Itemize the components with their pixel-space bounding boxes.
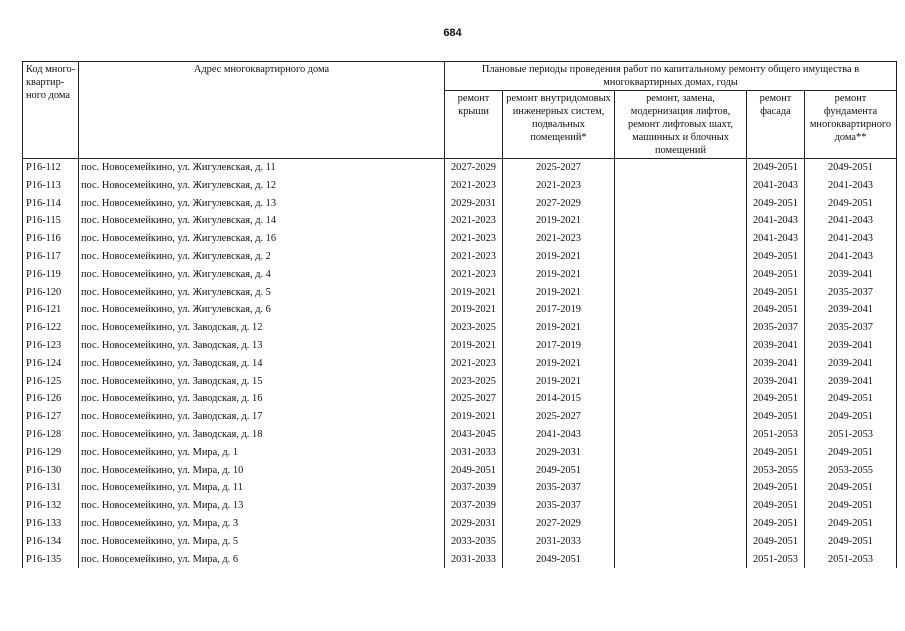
cell-systems: 2049-2051 — [503, 462, 615, 480]
cell-foundation: 2049-2051 — [805, 195, 897, 213]
cell-elevators — [615, 462, 747, 480]
cell-address: пос. Новосемейкино, ул. Мира, д. 13 — [79, 497, 445, 515]
cell-facade: 2049-2051 — [747, 533, 805, 551]
cell-facade: 2049-2051 — [747, 390, 805, 408]
cell-roof: 2021-2023 — [445, 230, 503, 248]
cell-systems: 2031-2033 — [503, 533, 615, 551]
cell-foundation: 2041-2043 — [805, 248, 897, 266]
cell-elevators — [615, 479, 747, 497]
cell-foundation: 2039-2041 — [805, 373, 897, 391]
cell-systems: 2035-2037 — [503, 479, 615, 497]
cell-facade: 2039-2041 — [747, 373, 805, 391]
header-elevators: ремонт, замена, модернизация лифтов, ремонт лифтовых шахт, машинных и блочных помещений — [615, 91, 747, 159]
cell-address: пос. Новосемейкино, ул. Жигулевская, д. 14 — [79, 212, 445, 230]
cell-elevators — [615, 266, 747, 284]
cell-foundation: 2041-2043 — [805, 230, 897, 248]
cell-systems: 2019-2021 — [503, 284, 615, 302]
cell-address: пос. Новосемейкино, ул. Заводская, д. 18 — [79, 426, 445, 444]
cell-foundation: 2049-2051 — [805, 515, 897, 533]
cell-systems: 2021-2023 — [503, 230, 615, 248]
cell-address: пос. Новосемейкино, ул. Мира, д. 10 — [79, 462, 445, 480]
cell-systems: 2027-2029 — [503, 195, 615, 213]
cell-address: пос. Новосемейкино, ул. Жигулевская, д. 12 — [79, 177, 445, 195]
header-roof: ремонт крыши — [445, 91, 503, 159]
cell-code: Р16-117 — [23, 248, 79, 266]
cell-roof: 2021-2023 — [445, 266, 503, 284]
table-row — [23, 426, 897, 444]
cell-facade: 2049-2051 — [747, 497, 805, 515]
capital-repair-table — [22, 61, 897, 568]
cell-code: Р16-132 — [23, 497, 79, 515]
cell-roof: 2019-2021 — [445, 284, 503, 302]
cell-elevators — [615, 373, 747, 391]
cell-address: пос. Новосемейкино, ул. Мира, д. 1 — [79, 444, 445, 462]
cell-foundation: 2049-2051 — [805, 408, 897, 426]
cell-code: Р16-119 — [23, 266, 79, 284]
header-facade: ремонт фасада — [747, 91, 805, 159]
cell-roof: 2043-2045 — [445, 426, 503, 444]
cell-roof: 2037-2039 — [445, 479, 503, 497]
cell-foundation: 2049-2051 — [805, 497, 897, 515]
cell-code: Р16-124 — [23, 355, 79, 373]
cell-foundation: 2039-2041 — [805, 266, 897, 284]
cell-facade: 2039-2041 — [747, 337, 805, 355]
cell-systems: 2019-2021 — [503, 266, 615, 284]
cell-code: Р16-135 — [23, 551, 79, 569]
table-row — [23, 444, 897, 462]
cell-elevators — [615, 390, 747, 408]
cell-roof: 2019-2021 — [445, 337, 503, 355]
table-row — [23, 319, 897, 337]
cell-code: Р16-122 — [23, 319, 79, 337]
cell-systems: 2025-2027 — [503, 408, 615, 426]
cell-systems: 2019-2021 — [503, 248, 615, 266]
cell-address: пос. Новосемейкино, ул. Мира, д. 11 — [79, 479, 445, 497]
cell-address: пос. Новосемейкино, ул. Заводская, д. 14 — [79, 355, 445, 373]
cell-roof: 2023-2025 — [445, 373, 503, 391]
cell-roof: 2049-2051 — [445, 462, 503, 480]
cell-roof: 2025-2027 — [445, 390, 503, 408]
cell-address: пос. Новосемейкино, ул. Мира, д. 3 — [79, 515, 445, 533]
table-row — [23, 159, 897, 177]
table-row — [23, 301, 897, 319]
cell-facade: 2035-2037 — [747, 319, 805, 337]
header-systems: ремонт внутридомовых инженерных систем, подвальных помещений* — [503, 91, 615, 159]
cell-facade: 2049-2051 — [747, 444, 805, 462]
cell-address: пос. Новосемейкино, ул. Жигулевская, д. 6 — [79, 301, 445, 319]
table-row — [23, 212, 897, 230]
header-code: Код много-квартир-ного дома — [23, 62, 79, 159]
cell-facade: 2049-2051 — [747, 195, 805, 213]
cell-code: Р16-130 — [23, 462, 79, 480]
cell-code: Р16-133 — [23, 515, 79, 533]
cell-facade: 2049-2051 — [747, 159, 805, 177]
cell-facade: 2049-2051 — [747, 515, 805, 533]
cell-elevators — [615, 319, 747, 337]
cell-foundation: 2041-2043 — [805, 177, 897, 195]
cell-foundation: 2049-2051 — [805, 533, 897, 551]
cell-code: Р16-112 — [23, 159, 79, 177]
header-periods: Плановые периоды проведения работ по капитальному ремонту общего имущества в многоквартирных домах, годы — [445, 62, 897, 91]
cell-roof: 2023-2025 — [445, 319, 503, 337]
cell-foundation: 2041-2043 — [805, 212, 897, 230]
cell-address: пос. Новосемейкино, ул. Заводская, д. 13 — [79, 337, 445, 355]
cell-foundation: 2049-2051 — [805, 390, 897, 408]
cell-foundation: 2049-2051 — [805, 479, 897, 497]
cell-code: Р16-121 — [23, 301, 79, 319]
cell-elevators — [615, 337, 747, 355]
cell-foundation: 2049-2051 — [805, 159, 897, 177]
cell-facade: 2039-2041 — [747, 355, 805, 373]
table-row — [23, 337, 897, 355]
cell-elevators — [615, 533, 747, 551]
cell-systems: 2017-2019 — [503, 301, 615, 319]
cell-elevators — [615, 177, 747, 195]
cell-foundation: 2053-2055 — [805, 462, 897, 480]
cell-code: Р16-116 — [23, 230, 79, 248]
table-row — [23, 497, 897, 515]
cell-systems: 2019-2021 — [503, 355, 615, 373]
cell-facade: 2049-2051 — [747, 479, 805, 497]
cell-foundation: 2035-2037 — [805, 319, 897, 337]
cell-systems: 2049-2051 — [503, 551, 615, 569]
cell-foundation: 2039-2041 — [805, 301, 897, 319]
cell-address: пос. Новосемейкино, ул. Заводская, д. 16 — [79, 390, 445, 408]
cell-systems: 2014-2015 — [503, 390, 615, 408]
table-body — [23, 159, 897, 569]
table-row — [23, 373, 897, 391]
table-row — [23, 355, 897, 373]
cell-address: пос. Новосемейкино, ул. Жигулевская, д. 13 — [79, 195, 445, 213]
cell-roof: 2033-2035 — [445, 533, 503, 551]
cell-roof: 2021-2023 — [445, 212, 503, 230]
cell-systems: 2019-2021 — [503, 373, 615, 391]
header-address: Адрес многоквартирного дома — [79, 62, 445, 159]
cell-facade: 2051-2053 — [747, 551, 805, 569]
table-row — [23, 479, 897, 497]
cell-roof: 2019-2021 — [445, 301, 503, 319]
table-row — [23, 462, 897, 480]
cell-elevators — [615, 284, 747, 302]
cell-roof: 2021-2023 — [445, 355, 503, 373]
table-row — [23, 248, 897, 266]
cell-systems: 2041-2043 — [503, 426, 615, 444]
table-row — [23, 515, 897, 533]
cell-systems: 2025-2027 — [503, 159, 615, 177]
table-header — [23, 62, 897, 159]
cell-roof: 2029-2031 — [445, 195, 503, 213]
cell-roof: 2019-2021 — [445, 408, 503, 426]
cell-roof: 2029-2031 — [445, 515, 503, 533]
cell-address: пос. Новосемейкино, ул. Заводская, д. 17 — [79, 408, 445, 426]
cell-facade: 2053-2055 — [747, 462, 805, 480]
cell-systems: 2017-2019 — [503, 337, 615, 355]
cell-elevators — [615, 212, 747, 230]
cell-code: Р16-123 — [23, 337, 79, 355]
table-row — [23, 533, 897, 551]
cell-address: пос. Новосемейкино, ул. Мира, д. 5 — [79, 533, 445, 551]
table-row — [23, 551, 897, 569]
cell-elevators — [615, 426, 747, 444]
cell-address: пос. Новосемейкино, ул. Жигулевская, д. 16 — [79, 230, 445, 248]
cell-code: Р16-115 — [23, 212, 79, 230]
cell-elevators — [615, 515, 747, 533]
cell-foundation: 2049-2051 — [805, 444, 897, 462]
cell-systems: 2019-2021 — [503, 212, 615, 230]
cell-elevators — [615, 159, 747, 177]
cell-facade: 2051-2053 — [747, 426, 805, 444]
cell-facade: 2049-2051 — [747, 248, 805, 266]
cell-facade: 2041-2043 — [747, 212, 805, 230]
cell-elevators — [615, 444, 747, 462]
cell-elevators — [615, 408, 747, 426]
cell-code: Р16-131 — [23, 479, 79, 497]
cell-elevators — [615, 195, 747, 213]
cell-address: пос. Новосемейкино, ул. Жигулевская, д. 4 — [79, 266, 445, 284]
cell-facade: 2041-2043 — [747, 177, 805, 195]
table-row — [23, 195, 897, 213]
cell-address: пос. Новосемейкино, ул. Жигулевская, д. 5 — [79, 284, 445, 302]
cell-facade: 2049-2051 — [747, 408, 805, 426]
cell-elevators — [615, 248, 747, 266]
cell-facade: 2049-2051 — [747, 266, 805, 284]
table-row — [23, 284, 897, 302]
cell-foundation: 2039-2041 — [805, 337, 897, 355]
cell-foundation: 2051-2053 — [805, 551, 897, 569]
cell-facade: 2049-2051 — [747, 301, 805, 319]
cell-systems: 2027-2029 — [503, 515, 615, 533]
cell-roof: 2021-2023 — [445, 177, 503, 195]
table-row — [23, 266, 897, 284]
table-row — [23, 408, 897, 426]
cell-systems: 2035-2037 — [503, 497, 615, 515]
cell-address: пос. Новосемейкино, ул. Мира, д. 6 — [79, 551, 445, 569]
cell-address: пос. Новосемейкино, ул. Жигулевская, д. 11 — [79, 159, 445, 177]
cell-foundation: 2035-2037 — [805, 284, 897, 302]
cell-systems: 2029-2031 — [503, 444, 615, 462]
cell-roof: 2027-2029 — [445, 159, 503, 177]
cell-foundation: 2051-2053 — [805, 426, 897, 444]
table-row — [23, 177, 897, 195]
cell-roof: 2031-2033 — [445, 551, 503, 569]
cell-roof: 2037-2039 — [445, 497, 503, 515]
cell-code: Р16-125 — [23, 373, 79, 391]
cell-elevators — [615, 551, 747, 569]
cell-address: пос. Новосемейкино, ул. Заводская, д. 15 — [79, 373, 445, 391]
cell-elevators — [615, 355, 747, 373]
cell-elevators — [615, 301, 747, 319]
cell-code: Р16-114 — [23, 195, 79, 213]
cell-address: пос. Новосемейкино, ул. Заводская, д. 12 — [79, 319, 445, 337]
page-number: 684 — [443, 27, 462, 39]
cell-code: Р16-129 — [23, 444, 79, 462]
cell-facade: 2049-2051 — [747, 284, 805, 302]
cell-code: Р16-128 — [23, 426, 79, 444]
cell-systems: 2019-2021 — [503, 319, 615, 337]
cell-code: Р16-120 — [23, 284, 79, 302]
header-foundation: ремонт фундамента многоквартирного дома** — [805, 91, 897, 159]
cell-systems: 2021-2023 — [503, 177, 615, 195]
cell-roof: 2021-2023 — [445, 248, 503, 266]
cell-elevators — [615, 497, 747, 515]
cell-elevators — [615, 230, 747, 248]
cell-code: Р16-127 — [23, 408, 79, 426]
cell-facade: 2041-2043 — [747, 230, 805, 248]
table-row — [23, 230, 897, 248]
cell-code: Р16-113 — [23, 177, 79, 195]
cell-foundation: 2039-2041 — [805, 355, 897, 373]
table-row — [23, 390, 897, 408]
cell-code: Р16-126 — [23, 390, 79, 408]
cell-address: пос. Новосемейкино, ул. Жигулевская, д. 2 — [79, 248, 445, 266]
cell-code: Р16-134 — [23, 533, 79, 551]
cell-roof: 2031-2033 — [445, 444, 503, 462]
